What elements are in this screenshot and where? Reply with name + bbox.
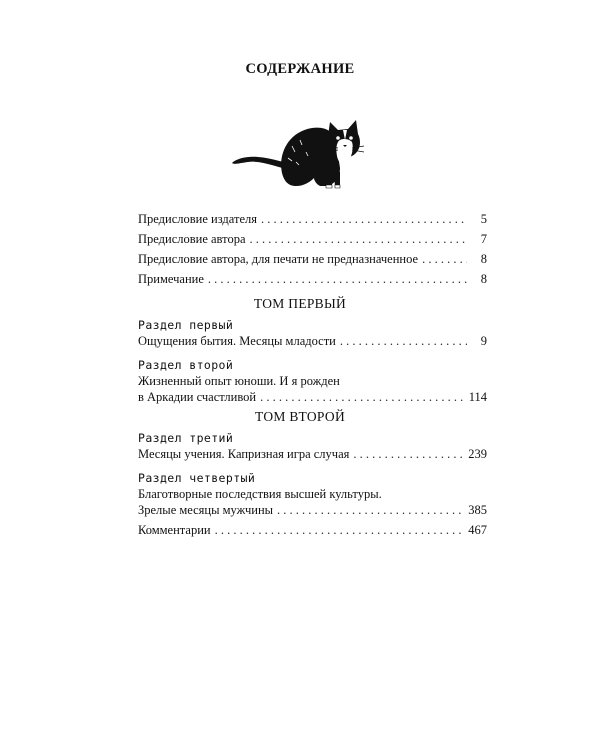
toc-leader-dots [260, 389, 465, 405]
toc-entry-label: Предисловие автора [138, 232, 246, 246]
page-title: СОДЕРЖАНИЕ [245, 61, 355, 77]
toc-entry-page: 5 [480, 212, 487, 226]
toc-entry-label: в Аркадии счастливой [138, 390, 257, 404]
toc-entry-note[interactable] [138, 271, 487, 287]
toc-entry-page: 7 [480, 232, 487, 246]
section-three-heading: Раздел третий [138, 431, 234, 445]
toc-entry-label: Предисловие издателя [138, 212, 257, 226]
toc-leader-dots [277, 502, 464, 518]
toc-entry-page: 467 [468, 523, 487, 537]
toc-leader-dots [353, 446, 464, 462]
toc-entry-author-private-preface[interactable] [138, 251, 487, 267]
toc-entry-section-four-line1: Благотворные последствия высшей культуры. [138, 487, 382, 501]
toc-entry-page: 114 [468, 390, 487, 404]
toc-entry-section-two[interactable] [138, 389, 487, 405]
volume-one-list [138, 317, 487, 405]
volume-one-heading: ТОМ ПЕРВЫЙ [253, 296, 347, 311]
toc-entry-label: Месяцы учения. Капризная игра случая [138, 447, 350, 461]
toc-leader-dots [340, 333, 467, 349]
toc-leader-dots [215, 522, 465, 538]
section-four-heading: Раздел четвертый [138, 471, 256, 485]
toc-entry-author-preface[interactable] [138, 231, 487, 247]
volume-two-list [138, 430, 487, 518]
toc-leader-dots [422, 251, 467, 267]
toc-entry-label: Предисловие автора, для печати не предназначенное [138, 252, 419, 266]
comments-list [138, 522, 487, 538]
toc-entry-page: 239 [468, 447, 487, 461]
toc-entry-page: 8 [480, 252, 487, 266]
toc-entry-section-three[interactable] [138, 446, 487, 462]
toc-entry-section-two-line1: Жизненный опыт юноши. И я рожден [138, 374, 340, 388]
toc-entry-label: Зрелые месяцы мужчины [138, 503, 274, 517]
toc-entry-page: 385 [468, 503, 487, 517]
toc-entry-comments[interactable] [138, 522, 487, 538]
front-matter-list [138, 211, 487, 287]
toc-entry-page: 8 [480, 272, 487, 286]
cat-icon [230, 118, 366, 192]
section-two-heading: Раздел второй [138, 358, 234, 372]
toc-entry-label: Ощущения бытия. Месяцы младости [138, 334, 336, 348]
toc-leader-dots [250, 231, 468, 247]
toc-leader-dots [208, 271, 467, 287]
section-one-heading: Раздел первый [138, 318, 234, 332]
toc-entry-label: Примечание [138, 272, 204, 286]
toc-entry-page: 9 [480, 334, 487, 348]
toc-entry-section-four[interactable] [138, 502, 487, 518]
volume-two-heading: ТОМ ВТОРОЙ [254, 409, 345, 424]
toc-entry-publisher-preface[interactable] [138, 211, 487, 227]
toc-entry-section-one[interactable] [138, 333, 487, 349]
toc-entry-label: Комментарии [138, 523, 211, 537]
toc-leader-dots [261, 211, 467, 227]
